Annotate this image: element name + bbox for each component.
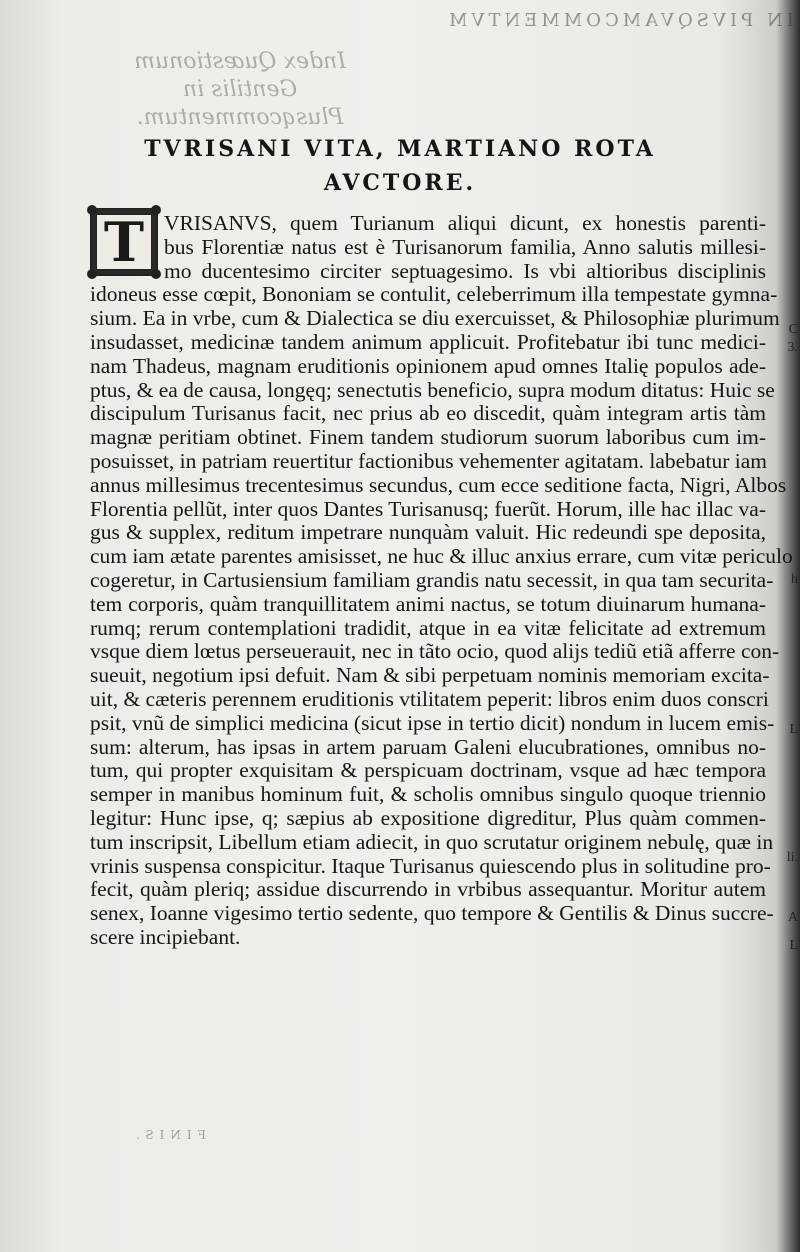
text-line: psit, vnũ de simplici medicina (sicut ipse in tertio dicit) nondum in lucem emis- bbox=[90, 710, 775, 735]
text-line: idoneus esse cœpit, Bononiam se contulit, celeberrimum illa tempestate gymna- bbox=[90, 282, 778, 307]
text-line: posuisset, in patriam reuertitur factionibus vehementer agitatam. labebatur iam bbox=[90, 448, 768, 473]
text-line: legitur: Hunc ipse, q; sæpius ab expositione digreditur, Plus quàm commen- bbox=[90, 805, 766, 830]
text-line: mo ducentesimo circiter septuagesimo. Is vbi altioribus disciplinis bbox=[164, 258, 766, 283]
text-line: annus millesimus trecentesimus secundus, cum ecce seditione facta, Nigri, Albos bbox=[90, 472, 787, 497]
margin-mark: li. bbox=[786, 850, 798, 865]
margin-mark: h bbox=[791, 572, 798, 587]
title-line-2: AVCTORE. bbox=[323, 170, 477, 196]
text-line: cum iam ætate parentes amisisset, ne huc & illuc anxius errare, cum vitæ periculo bbox=[90, 544, 793, 569]
margin-mark: L bbox=[789, 938, 798, 953]
text-line: nam Thadeus, magnam eruditionis opinionem apud omnes Italię populos ade- bbox=[90, 353, 766, 378]
text-line: bus Florentiæ natus est è Turisanorum familia, Anno salutis millesi- bbox=[164, 234, 766, 259]
text-line: rumq; rerum contemplationi tradidit, atque in ea vitæ felicitate ad extremum bbox=[90, 615, 766, 640]
margin-mark: C bbox=[788, 322, 798, 337]
text-line: cogeretur, in Cartusiensium familiam grandis natu secessit, in qua tam securita- bbox=[90, 567, 774, 592]
text-line: tem corporis, quàm tranquillitatem animi nactus, se totum diuinarum humana- bbox=[90, 591, 766, 616]
text-line: Florentia pellũt, inter quos Dantes Turisanusq; fuerũt. Horum, ille hac illac va- bbox=[90, 496, 766, 521]
text-line: magnæ peritiam obtinet. Finem tandem studiorum suorum laboribus cum im- bbox=[90, 425, 766, 450]
text-line: insudasset, medicinæ tandem animum applicuit. Profitebatur ibi tunc medici- bbox=[90, 329, 766, 354]
text-line: vsque diem lœtus perseuerauit, nec in tãto ocio, quod alijs tediũ etiã afferre con- bbox=[90, 639, 780, 664]
text-line: sueuit, negotium ipsi defuit. Nam & sibi perpetuam nominis memoriam excita- bbox=[90, 663, 770, 688]
text-line: senex, Ioanne vigesimo tertio sedente, quo tempore & Gentilis & Dinus succre- bbox=[90, 901, 774, 926]
bleed-fins: FINIS. bbox=[130, 1128, 206, 1142]
text-line: vrinis suspensa conspicitur. Itaque Turisanus quiescendo plus in solitudine pro- bbox=[90, 853, 771, 878]
biography-text bbox=[90, 211, 793, 950]
initial-letter: T bbox=[96, 214, 152, 270]
text-line: fecit, quàm pleriq; assidue discurrendo in vrbibus assequantur. Moritur autem bbox=[90, 877, 766, 902]
page-title bbox=[90, 132, 710, 200]
text-line: VRISANVS, quem Turianum aliqui dicunt, ex honestis parenti- bbox=[164, 211, 766, 235]
text-line: tum, qui propter exquisitam & perspicuam doctrinam, vsque ad hæc tempora bbox=[90, 758, 766, 783]
margin-mark: A bbox=[787, 910, 798, 925]
bleed-through-title bbox=[90, 48, 390, 132]
text-line: discipulum Turisanus facit, nec prius ab eo discedit, quàm integram artis tàm bbox=[90, 401, 766, 426]
text-line: uit, & cæteris perennem eruditionis vtilitatem peperit: libros enim duos conscri bbox=[90, 686, 769, 711]
bleed-title-line-2: Plusqcommentum. bbox=[136, 105, 344, 130]
margin-mark: L bbox=[789, 722, 798, 737]
bleed-title-line-1: Index Quæstionum Gentilis in bbox=[134, 49, 346, 102]
text-line: tum inscripsit, Libellum etiam adiecit, in quo scrutatur originem nebulę, quæ in bbox=[90, 829, 774, 854]
text-line: sum: alterum, has ipsas in artem paruam Galeni elucubrationes, omnibus no- bbox=[90, 734, 766, 759]
text-line: scere incipiebant. bbox=[90, 924, 241, 949]
text-line: semper in manibus hominum fuit, & scholis omnibus singulo quoque triennio bbox=[90, 782, 766, 807]
title-line-1: TVRISANI VITA, MARTIANO ROTA bbox=[144, 136, 656, 162]
text-line: ptus, & ea de causa, longęq; senectutis beneficio, supra modum ditatus: Huic se bbox=[90, 377, 775, 402]
margin-mark: 3. bbox=[787, 340, 798, 355]
text-line: gus & supplex, reditum impetrare nunquàm valuit. Hic redeundi spe deposita, bbox=[90, 520, 766, 545]
running-head-bleed: IN PIVSQVAMCOMMENTVM bbox=[445, 10, 794, 31]
text-line: sium. Ea in vrbe, cum & Dialectica se diu exercuisset, & Philosophiæ plurimum bbox=[90, 306, 780, 331]
